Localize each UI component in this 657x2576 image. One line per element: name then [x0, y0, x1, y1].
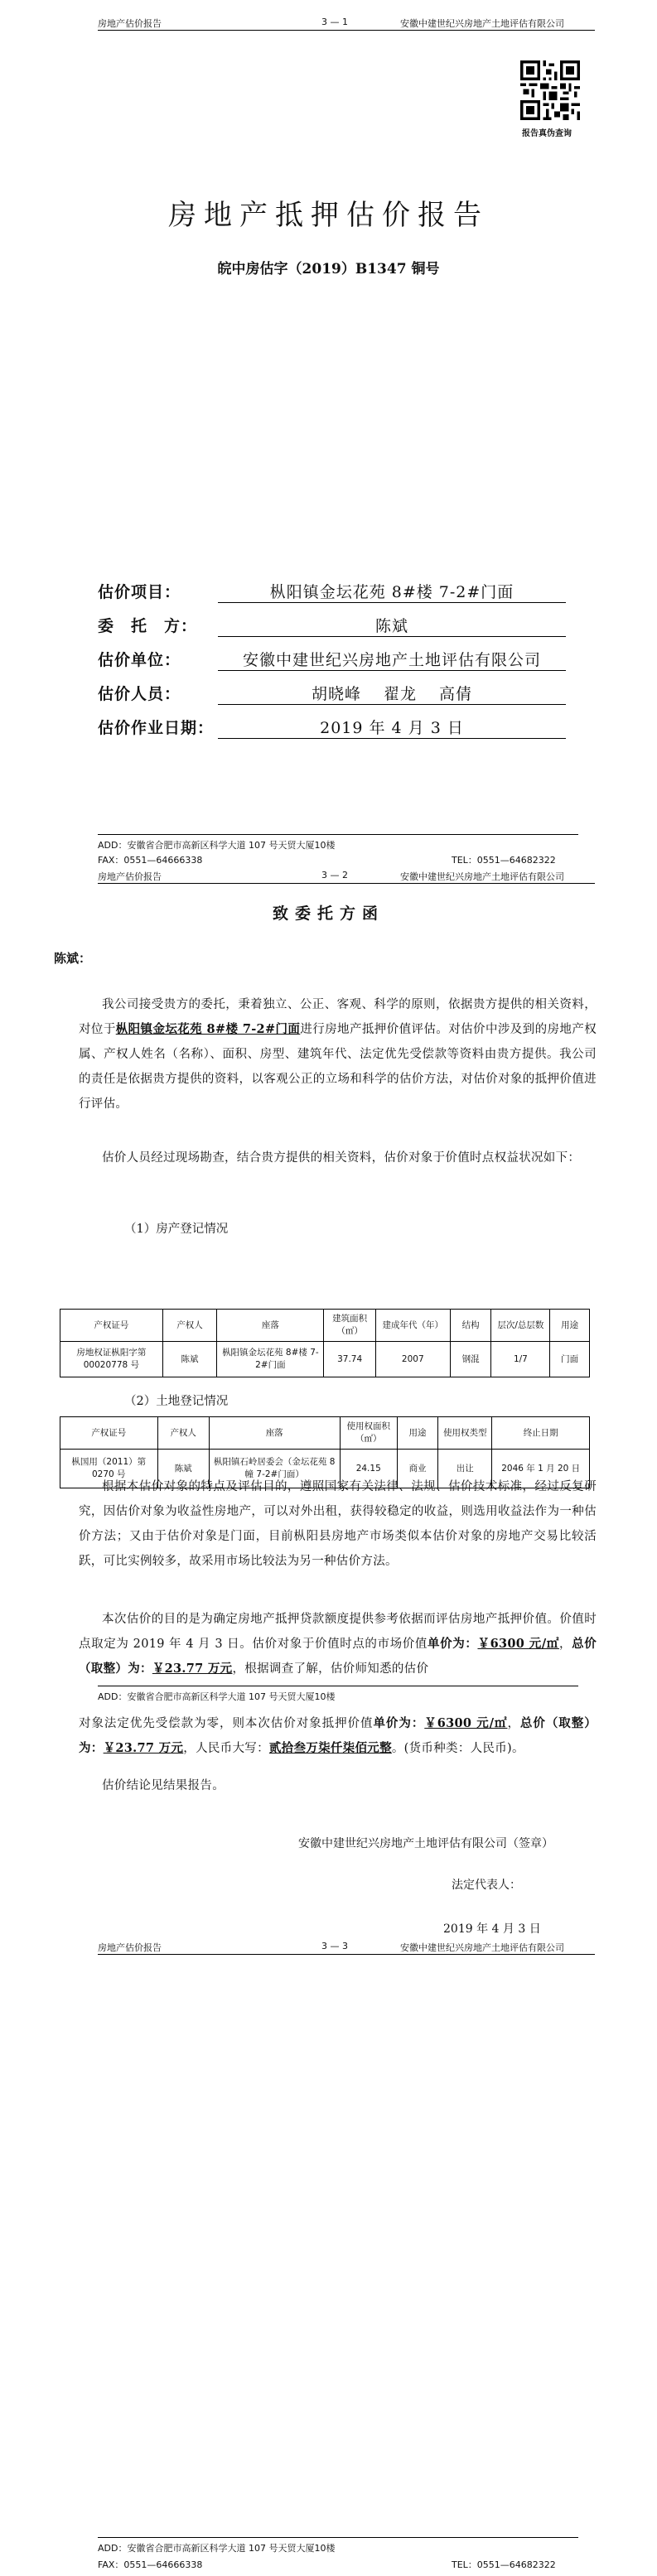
- salutation: 陈斌：: [54, 951, 92, 966]
- table-header: 使用权面积（㎡）: [340, 1417, 397, 1450]
- table-cell: 出让: [438, 1450, 492, 1488]
- table-cell: 房地权证枞阳字第 00020778 号: [60, 1342, 163, 1377]
- amount-in-words: 贰拾叁万柒仟柒佰元整: [268, 1741, 392, 1755]
- table-header: 终止日期: [492, 1417, 590, 1450]
- table-header: 建筑面积（㎡）: [324, 1310, 375, 1342]
- header-right: 安徽中建世纪兴房地产土地评估有限公司: [400, 18, 564, 29]
- paragraph-mortgage-value: [79, 1711, 597, 1761]
- total-price-label: 总价（取整）为：: [79, 1716, 597, 1755]
- footer-rule: [98, 2537, 578, 2538]
- table-cell: 2007: [375, 1342, 450, 1377]
- section-land-registration: （2）土地登记情况: [124, 1395, 229, 1408]
- table-header: 产权人: [162, 1310, 217, 1342]
- header-left: 房地产估价报告: [98, 18, 162, 29]
- table-header: 结构: [450, 1310, 491, 1342]
- table-header: 产权证号: [60, 1417, 158, 1450]
- header-rule: [98, 883, 595, 884]
- footer-fax: FAX：0551—64666338: [98, 2559, 203, 2570]
- cover-label-date: 估价作业日期：: [98, 719, 215, 737]
- paragraph-text: ，根据调查了解，估价师知悉的估价: [232, 1662, 429, 1676]
- paragraph-text: 对象法定优先受偿款为零，则本次估价对象抵押价值: [79, 1717, 374, 1730]
- cover-label-appraisers: 估价人员：: [98, 685, 181, 703]
- table-cell: 37.74: [324, 1342, 375, 1377]
- footer-address: ADD：安徽省合肥市高新区科学大道 107 号天贸大厦10楼: [98, 1691, 336, 1702]
- table-header: 产权人: [157, 1417, 209, 1450]
- unit-price-value: ￥6300 元/㎡: [477, 1637, 559, 1651]
- unit-price-label: 单价为：: [373, 1716, 425, 1730]
- unit-price-label: 单价为：: [428, 1637, 478, 1651]
- house-registration-table: [60, 1309, 590, 1377]
- paragraph-survey: [79, 1146, 597, 1170]
- section-house-registration: （1）房产登记情况: [124, 1223, 229, 1236]
- footer-address: ADD：安徽省合肥市高新区科学大道 107 号天贸大厦10楼: [98, 840, 336, 851]
- header-rule: [98, 1954, 595, 1955]
- cover-value-date: 2019 年 4 月 3 日: [218, 716, 566, 739]
- table-header-row: [60, 1417, 590, 1450]
- table-cell: 枞阳镇石岭居委会（金坛花苑 8 幢 7-2#门面）: [209, 1450, 340, 1488]
- footer-rule: [98, 834, 578, 835]
- footer-fax: FAX：0551—64666338: [98, 855, 203, 866]
- unit-price-value: ￥6300 元/㎡: [424, 1716, 508, 1730]
- cover-value-appraisers: 胡晓峰 翟龙 高倩: [218, 682, 566, 705]
- total-price-label: 总价（取整）为：: [79, 1637, 597, 1676]
- header-right: 安徽中建世纪兴房地产土地评估有限公司: [400, 871, 564, 882]
- table-header: 产权证号: [60, 1310, 163, 1342]
- total-price-value: ￥23.77 万元: [152, 1662, 233, 1676]
- table-cell: 枞国用（2011）第 0270 号: [60, 1450, 158, 1488]
- header-page-number: 3 — 3: [321, 1941, 348, 1951]
- header-rule: [98, 30, 595, 31]
- table-header: 建成年代（年）: [375, 1310, 450, 1342]
- cover-label-unit: 估价单位：: [98, 651, 181, 669]
- footer-tel: TEL：0551—64682322: [452, 2559, 556, 2570]
- table-header: 用途: [550, 1310, 590, 1342]
- paragraph-text: ，: [558, 1638, 572, 1651]
- qr-caption: 报告真伪查询: [522, 129, 572, 138]
- paragraph-valuation: [79, 1607, 597, 1681]
- footer-tel: TEL：0551—64682322: [452, 855, 556, 866]
- paragraph-text: 根据本估价对象的特点及评估目的，遵照国家有关法律、法规、估价技术标准，经过反复研究，因估价对象为收益性房地产，可以对外出租，获得较稳定的收益，则选用收益法作为一种估价方法；又由于估价对象是门面，目前枞阳县房地产市场类似本估价对象的房地产交易比较活跃，可比实例较多，故采用市场比较法为另一种估价方法。: [79, 1480, 597, 1568]
- property-address: 枞阳镇金坛花苑 8#楼 7-2#门面: [115, 1022, 301, 1036]
- signature-date: 2019 年 4 月 3 日: [443, 1922, 541, 1936]
- table-cell: 2046 年 1 月 20 日: [492, 1450, 590, 1488]
- table-header: 层次/总层数: [491, 1310, 550, 1342]
- letter-title: 致委托方函: [272, 904, 384, 923]
- table-cell: 钢混: [450, 1342, 491, 1377]
- table-cell: 枞阳镇金坛花苑 8#楼 7-2#门面: [217, 1342, 324, 1377]
- paragraph-text: ，: [507, 1717, 520, 1730]
- cover-label-project: 估价项目：: [98, 583, 181, 601]
- cover-value-client: 陈斌: [218, 614, 566, 637]
- header-page-number: 3 — 1: [321, 17, 348, 27]
- report-number: 皖中房估字（2019）B1347 铜号: [217, 261, 440, 277]
- qr-code-icon[interactable]: [520, 60, 580, 120]
- footer-address: ADD：安徽省合肥市高新区科学大道 107 号天贸大厦10楼: [98, 2543, 336, 2554]
- paragraph-text: 估价人员经过现场勘查，结合贵方提供的相关资料，估价对象于价值时点权益状况如下：: [102, 1151, 581, 1165]
- paragraph-text: 进行房地产抵押价值评估。对估价中涉及到的房地产权属、产权人姓名（名称）、面积、房型、建筑年代、法定优先受偿款等资料由贵方提供。我公司的责任是依据贵方提供的资料，以客观公正的立场和科学的估价方法，对估价对象的抵押价值进行评估。: [79, 1023, 597, 1111]
- header-left: 房地产估价报告: [98, 871, 162, 882]
- signature-company: 安徽中建世纪兴房地产土地评估有限公司（签章）: [298, 1837, 553, 1850]
- table-header: 用途: [397, 1417, 437, 1450]
- report-title: 房地产抵押估价报告: [168, 199, 489, 232]
- table-cell: 陈斌: [157, 1450, 209, 1488]
- header-left: 房地产估价报告: [98, 1942, 162, 1953]
- cover-label-client: 委 托 方：: [98, 617, 198, 635]
- paragraph-conclusion: [79, 1773, 597, 1798]
- table-header: 使用权类型: [438, 1417, 492, 1450]
- table-header: 座落: [217, 1310, 324, 1342]
- cover-value-unit: 安徽中建世纪兴房地产土地评估有限公司: [218, 648, 566, 671]
- header-page-number: 3 — 2: [321, 870, 348, 880]
- paragraph-text: ，人民币大写：: [183, 1742, 269, 1755]
- table-cell: 门面: [550, 1342, 590, 1377]
- paragraph-text: 我公司接受贵方的委托，秉着独立、公正、客观、科学的原则，依据贵方提供的相关资料，对位于: [79, 998, 597, 1036]
- table-cell: 24.15: [340, 1450, 397, 1488]
- paragraph-text: 本次估价的目的是为确定房地产抵押贷款额度提供参考依据而评估房地产抵押价值。价值时点取定为 2019 年 4 月 3 日。估价对象于价值时点的市场价值: [79, 1613, 597, 1651]
- table-cell: 陈斌: [162, 1342, 217, 1377]
- paragraph-commission: [79, 992, 597, 1137]
- cover-value-project: 枞阳镇金坛花苑 8#楼 7-2#门面: [218, 580, 566, 603]
- paragraph-methodology: [79, 1474, 597, 1574]
- table-cell: 1/7: [491, 1342, 550, 1377]
- paragraph-text: 估价结论见结果报告。: [102, 1779, 225, 1792]
- signature-representative: 法定代表人：: [452, 1879, 521, 1892]
- total-price-value: ￥23.77 万元: [103, 1741, 184, 1755]
- table-cell: 商业: [397, 1450, 437, 1488]
- table-row: [60, 1342, 590, 1377]
- paragraph-text: 。(货币种类：人民币)。: [391, 1742, 524, 1755]
- table-header: 座落: [209, 1417, 340, 1450]
- table-header-row: [60, 1310, 590, 1342]
- header-right: 安徽中建世纪兴房地产土地评估有限公司: [400, 1942, 564, 1953]
